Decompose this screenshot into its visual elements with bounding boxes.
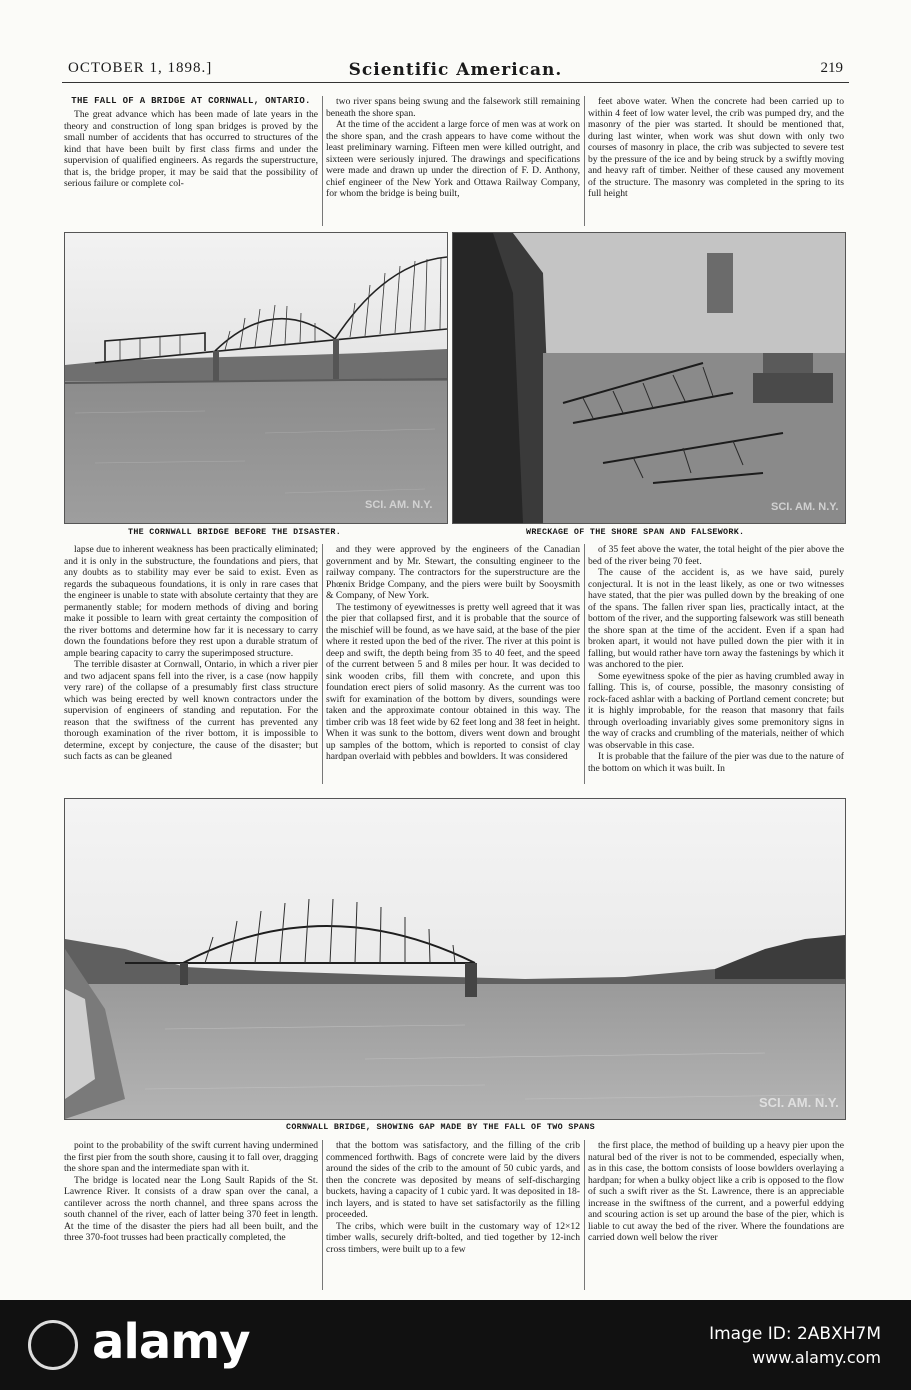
photo-watermark: SCI. AM. N.Y. [759, 1095, 839, 1110]
stock-url[interactable]: www.alamy.com [752, 1348, 881, 1367]
paragraph: At the time of the accident a large force of men was at work on the shore span, and the crash appears to have come without the least preliminary warning. Fifteen men were killed outright, and sixteen were seriously injured. The drawings and specifications were made and drawn up under the direction of F. D. Anthony, chief engineer of the New York and Ottawa Railway Company, for whom the bridge is being built, [326, 119, 580, 199]
paragraph: two river spans being swung and the falsework still remaining beneath the shore span. [326, 96, 580, 119]
paragraph: Some eyewitness spoke of the pier as having crumbled away in falling. This is, of course, possible, the masonry consisting of rock-faced ashlar with a backing of Portland cement concrete; but it is highly improbable, for the reason that masonry that fails through overloading invariably gives some premonitory signs in the way of cracks and crumbling of the materials, neither of which was observable in this case. [588, 670, 844, 751]
article-text [64, 1140, 318, 1244]
article-bottom-column-2 [326, 1140, 580, 1290]
masthead: Scientific American. [348, 60, 563, 80]
article-top-column-3 [588, 96, 844, 226]
photo-bridge-before-disaster [64, 232, 448, 524]
article-text [326, 544, 580, 763]
column-rule [322, 1140, 323, 1290]
article-text [326, 96, 580, 200]
column-rule [322, 96, 323, 226]
paragraph: that the bottom was satisfactory, and the filling of the crib commenced forthwith. Bags of concrete were laid by the divers around the sides of the crib to the amount of 50 cubic yards, and then the concrete was deposited by means of self-discharging buckets, having a capacity of 1 cubic yard. It was deposited in 18-inch layers, and is stated to have set satisfactorily as the filling proceeded. [326, 1140, 580, 1220]
column-rule [584, 544, 585, 784]
article-mid-column-2 [326, 544, 580, 784]
paragraph: the first place, the method of building up a heavy pier upon the natural bed of the river is not to be commended, especially when, as in this case, the bottom consists of loose bowlders overlaying a hardpan; for when a bulky object like a crib is opposed to the flow of such a swift river as the St. Lawrence, there is an appreciable increase in the swiftness of the current, and a powerful eddying and scouring action is set up around the base of the pier, which is liable to cut away the bed of the river. Where the foundations are carried down well below the river [588, 1140, 844, 1243]
article-mid-column-3 [588, 544, 844, 784]
figure-caption-1: THE CORNWALL BRIDGE BEFORE THE DISASTER. [128, 527, 342, 537]
photo-watermark: SCI. AM. N.Y. [365, 499, 433, 511]
figure-caption-2: WRECKAGE OF THE SHORE SPAN AND FALSEWORK. [526, 527, 745, 537]
paragraph: point to the probability of the swift current having undermined the first pier from the south shore, causing it to fall over, dragging the shore span and the intermediate span with it. [64, 1140, 318, 1174]
paragraph: It is probable that the failure of the pier was due to the nature of the bottom on which it was built. In [588, 751, 844, 774]
column-rule [322, 544, 323, 784]
stock-photo-banner [0, 1300, 911, 1390]
paragraph: and they were approved by the engineers of the Canadian government and by Mr. Stewart, the consulting engineer to the railway company. The contractors for the superstructure are the Phœnix Bridge Company, and the piers were built by Sooysmith & Company, of New York. [326, 544, 580, 601]
stock-brand-name: alamy [92, 1314, 250, 1370]
article-text [588, 544, 844, 774]
article-text [64, 544, 318, 763]
article-top-column-1 [64, 96, 318, 226]
article-text [588, 96, 844, 200]
paragraph: feet above water. When the concrete had been carried up to within 4 feet of low water level, the crib was pumped dry, and the masonry of the pier was started. It should be mentioned that, during last winter, when work was shut down with only two courses of masonry in place, the crib was subjected to severe test by the pressure of the ice and by being struck by a swiftly moving and heavy raft of timber. Neither of these caused any movement of the structure. The masonry was completed in the spring to its full height [588, 96, 844, 199]
article-mid-column-1 [64, 544, 318, 784]
column-rule [584, 1140, 585, 1290]
paragraph: of 35 feet above the water, the total height of the pier above the bed of the river being 70 feet. [588, 544, 844, 567]
article-text [326, 1140, 580, 1255]
header-rule [62, 82, 849, 83]
alamy-logo-icon [28, 1320, 78, 1370]
page-number: 219 [820, 60, 843, 76]
article-text [588, 1140, 844, 1244]
issue-date: OCTOBER 1, 1898.] [68, 60, 213, 76]
paragraph: The terrible disaster at Cornwall, Ontario, in which a river pier and two adjacent spans fell into the river, is a case (now happily very rare) of the collapse of a presumably first class structure which was being erected by well known contractors under the supervision of engineers of standing and reputation. For the reason that the swiftness of the current has prevented any thorough examination of the river bottom, it is impossible to determine, except by conjecture, the cause of the disaster; but such facts as can be gleaned [64, 659, 318, 762]
article-bottom-column-3 [588, 1140, 844, 1290]
paragraph: The testimony of eyewitnesses is pretty well agreed that it was the pier that collapsed first, and it is probable that the source of the mischief will be found, as we have said, at the base of the pier where it rested upon the bed of the river. The river at this point is deep and swift, the depth being from 35 to 40 feet, and the speed of the current between 5 and 8 miles per hour. It was decided to sink wooden cribs, fill them with concrete, and upon this foundation erect piers of solid masonry. As the current was too swift for examination of the bottom by divers, soundings were taken and the approximate contour obtained in this way. The timber crib was 18 feet wide by 62 feet long and 38 feet in height. When it was sunk to the bottom, divers went down and brought up samples of the bottom, which is reported to consist of clay hardpan overlaid with pebbles and bowlders. It was considered [326, 601, 580, 762]
paragraph: The cause of the accident is, as we have said, purely conjectural. It is not in the least likely, as one or two witnesses have stated, that the pier was pulled down by the breaking of one of the spans. The fallen river span lies, practically intact, at the bottom of the river, and the supporting falsework was still beneath the shore span at the time of the accident. Even if a span had broken apart, it would not have pulled down the pier with it in falling, but would rather have torn away the fastenings by which it was anchored to the pier. [588, 567, 844, 670]
stock-image-id: Image ID: 2ABXH7M [709, 1324, 881, 1344]
stock-image-info [709, 1324, 881, 1367]
paragraph: lapse due to inherent weakness has been practically eliminated; and it is only in the substructure, the foundations and piers, that any doubts as to stability may ever be said to exist. Even as regards the subaqueous foundations, it is only in rare cases that the engineer is unable to state with absolute certainty that they are permanently stable; for modern methods of diving and boring make it possible to learn with great certainty the composition of the river bottoms and determine how far it is necessary to carry down the foundations before they rest upon a durable stratum of ample bearing capacity to carry the superimposed structure. [64, 544, 318, 659]
paragraph: The cribs, which were built in the customary way of 12×12 timber walls, securely drift-bolted, and tied together by 12-inch cross timbers, were built up to a few [326, 1220, 580, 1255]
photo-bridge-gap [64, 798, 846, 1120]
article-bottom-column-1 [64, 1140, 318, 1290]
photo-wreckage-shore-span [452, 232, 846, 524]
paragraph: The bridge is located near the Long Sault Rapids of the St. Lawrence River. It consists of a draw span over the canal, a cantilever across the north channel, and three spans across the south channel of the river, each of latter being 370 feet in length. At the time of the disaster the piers had all been built, and the three 370-foot trusses had been practically completed, the [64, 1174, 318, 1243]
article-title: THE FALL OF A BRIDGE AT CORNWALL, ONTARIO. [71, 96, 311, 106]
article-text: The great advance which has been made of late years in the theory and construction of long span bridges is proved by the small number of accidents that has occurred to structures of the kind that have been built by first class firms and under the supervision of qualified engineers. As regards the superstructure, that is, the bridge proper, it may be said that the possibility of serious failure or complete col- [64, 109, 318, 189]
column-rule [584, 96, 585, 226]
photo-watermark: SCI. AM. N.Y. [771, 501, 839, 513]
figure-caption-3: CORNWALL BRIDGE, SHOWING GAP MADE BY THE FALL OF TWO SPANS [286, 1122, 595, 1132]
article-top-column-2 [326, 96, 580, 226]
